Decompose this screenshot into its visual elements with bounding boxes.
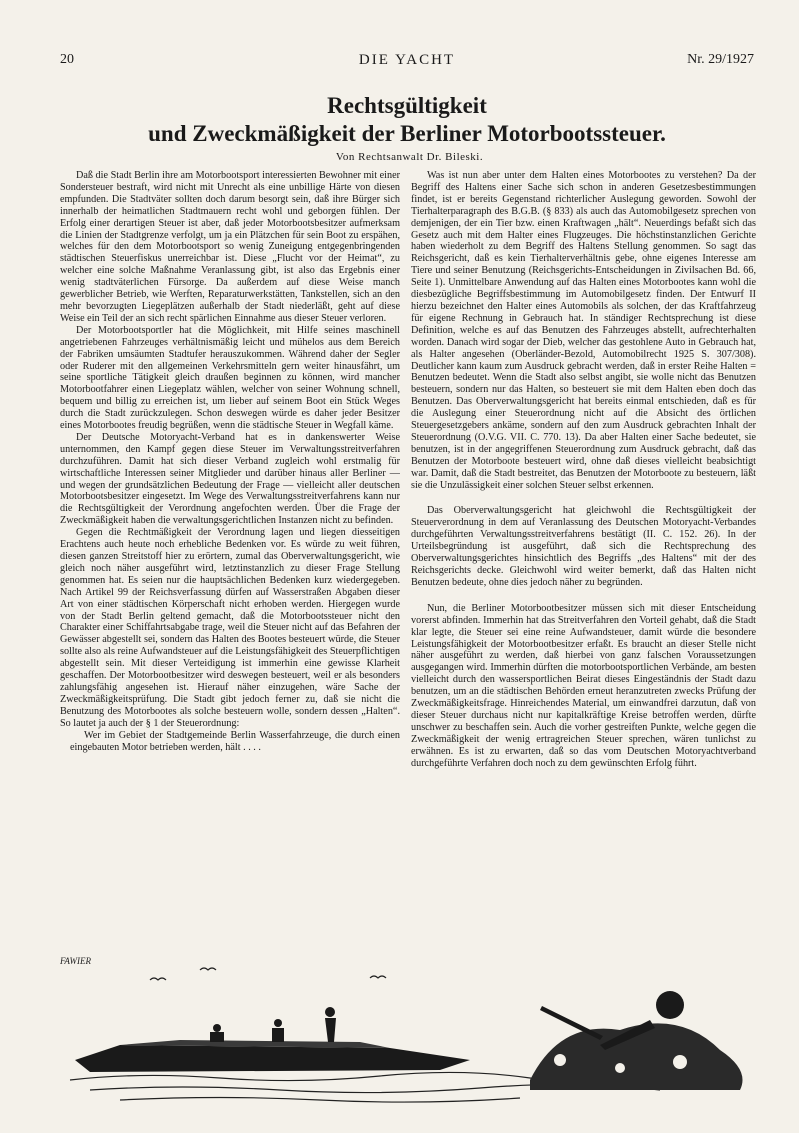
paragraph: Der Deutsche Motoryacht-Verband hat es in dankenswerter Weise unternommen, den Kampf gegen diese Steuer im Verwaltungsstreitverfahren durchzuführen. Damit hat sich dieser Verband zugleich wohl erstmalig für wirtschaftliche Interessen seiner Mitglieder und darüber hinaus aller Berliner — und wegen der grundsätzlichen Bedeutung der Frage — vielleicht aller deutschen Motorbootsbesitzer eingesetzt. Im Wege des Verwaltungsstreitverfahrens kann nur die Rechtsgültigkeit der Verordnung angefochten werden. Über die Frage der Zweckmäßigkeit haben die verwaltungsgerichtlichen Instanzen nicht zu befinden. [60,431,400,527]
paragraph: Der Motorbootsportler hat die Möglichkeit, mit Hilfe seines maschinell angetriebenen Fahrzeuges verhältnismäßig leicht und mühelos aus dem Bereich der Fabriken umsäumten Stadtufer herauszukommen. Während daher der Segler oder Ruderer mit den allgemeinen Verkehrsmitteln gern weiter hinausfährt, um seine sportliche Tätigkeit gleich draußen beginnen zu können, wird mancher Motorbootfahrer einen Liegeplatz wählen, welcher von seiner Wohnung schnell, bequem und billig zu erreichen ist, um lieber auf seinem Boot ein Stück Weges durch die Stadt zurückzulegen. Schon deswegen würde es daher jeder Besitzer eines Motorbootes freudig begrüßen, wenn die städtische Steuer in Wegfall käme. [60,324,400,432]
byline: Von Rechtsanwalt Dr. Bileski. [335,151,484,163]
paragraph: Was ist nun aber unter dem Halten eines Motorbootes zu verstehen? Da der Begriff des Haltens einer Sache sich schon in anderen Gesetzesbestimmungen findet, ist er bereits Gegenstand richterlicher Auslegung geworden. Sowohl der Tierhalterparagraph des B.G.B. (§ 833) als auch das Automobilgesetz sprechen von demjenigen, der ein Tier bzw. einen Kraftwagen „hält“. Neuerdings befaßt sich das Gesetz auch mit dem Halter eines Flugzeuges. Die höchstinstanzlichen Gerichte haben wiederholt zu dem Begriff des Haltens Stellung genommen. So sagt das Reichsgericht, daß es kein Tierhalterverhältnis gebe, ohne eigenes Interesse am Tiere und seiner Benutzung (Reichsgerichts-Entscheidungen in Zivilsachen Bd. 66, Seite 1). Unmittelbare Anwendung auf das Halten eines Motorbootes kann wohl die diesbezügliche Begriffsbestimmung im Automobilgesetz finden. Der Entwurf II hierzu bezeichnet den Halter eines Automobils als solchen, der das Kraftfahrzeug für eigene Rechnung in Gebrauch hat. In ständiger Rechtsprechung ist diese Definition, welche es auf das Benutzen des Fahrzeuges abstellt, aufrechterhalten worden. Danach wird sogar der Dieb, welcher das gestohlene Auto in Gebrauch hat, als Halter angesehen (Oberländer-Bezold, Automobilrecht 1925 S. 307/308). Deutlicher kann kaum zum Ausdruck gebracht werden, daß in erster Reihe Halten = Benutzen bedeutet. Wenn die Stadt also selbst angibt, sie wolle nicht das Benutzen besteuern, sondern nur das Halten, so besteuert sie mit dem Halten eben doch das Benutzen. Das Oberverwaltungsgericht hat bereits einmal entschieden, daß es für die Auslegung einer Steuerordnung nicht auf die Absicht des örtlichen Steuergesetzgebers ankäme, sondern auf den zum Ausdruck gebrachten Inhalt der Steuerordnung (O.V.G. VII. C. 770. 13). Da aber Halten einer Sache bedeutet, sie benutzen, ist in der angegriffenen Steuerordnung zum Ausdruck gebracht, daß das Benutzen der Motorboote besteuert wird, ohne daß dieses vielleicht beabsichtigt war. Damit, daß die Stadt bestreitet, das Benutzen der Motorboote zu besteuern, läßt sie die Unzulässigkeit einer solchen Steuer selbst erkennen. [411,170,756,491]
right-column [411,170,756,770]
issue-number: Nr. 29/1927 [687,52,754,67]
paragraph: Das Oberverwaltungsgericht hat gleichwohl die Rechtsgültigkeit der Steuerverordnung in dem auf Veranlassung des Deutschen Motoryacht-Verbandes durchgeführten Verwaltungsstreitverfahrens bestätigt (II. C. 152. 26). In der Urteilsbegründung ist ausgeführt, daß sich die Rechtsprechung des Oberverwaltungsgerichtes hinsichtlich des Begriffs „des Haltens“ mit der des Reichsgerichts decke. Gleichwohl wird weiter bemerkt, daß das Halten nicht Benutzen bedeute, ohne dies jedoch näher zu begründen. [411,505,756,588]
splash-figure [530,991,743,1090]
motorboat-illustration [60,950,760,1110]
motorboat [75,1007,470,1072]
illustration-signature: FAWIER [60,956,91,966]
title-line-1: Rechtsgültigkeit [327,93,487,118]
magazine-title: DIE YACHT [358,52,456,68]
paragraph: Nun, die Berliner Motorbootbesitzer müssen sich mit dieser Entscheidung vorerst abfinden. Immerhin hat das Streitverfahren den Vorteil gehabt, daß die Stadt klar legte, die Steuer sei eine reine Aufwandsteuer, damit würde die besondere Leistungsfähigkeit der Motorbootbesitzer erfaßt. Es braucht an dieser Stelle nicht näher ausgeführt zu werden, daß hierbei von ganz falschen Voraussetzungen ausgegangen wird. Immerhin dürften die motorbootsportlichen Verbände, am besten vielleicht durch den wassersportlichen Beirat dieses Eingeständnis der Stadt dazu benutzen, um an die städtischen Behörden erneut heranzutreten zwecks Prüfung der Zweckmäßigkeitsfrage. Hinreichendes Material, um einwandfrei darzutun, daß von dieser Steuer durchaus nicht nur kapitalkräftige Kreise betroffen werden, dürfte unschwer zu beschaffen sein. Auch die vorher gestreiften Punkte, welche gegen die Zweckmäßigkeit der wenig ertragreichen Steuer sprechen, wären tunlichst zu erwähnen. Es ist zu erwarten, daß so das vom Deutschen Motoryachtverband durchgeführte Verfahren doch noch zu dem gewünschten Erfolg führt. [411,602,756,769]
left-column [60,170,400,753]
paragraph: Gegen die Rechtmäßigkeit der Verordnung lagen und liegen diesseitigen Erachtens auch heute noch erhebliche Bedenken vor. Es würde zu weit führen, diesen ganzen Streitstoff hier zu erörtern, zumal das Oberverwaltungsgericht, wie gleich noch näher ausgeführt wird, letztinstanzlich zu dieser Frage Stellung genommen hat. Es seien nur die hauptsächlichen Bedenken kurz wiedergegeben. Nach Artikel 99 der Reichsverfassung dürfen auf Wasserstraßen Abgaben dieser Art von einer städtischen Körperschaft nicht erhoben werden. Hiergegen wurde von der Stadt Berlin geltend gemacht, daß die Motorbootssteuer nicht den Charakter einer Schiffahrtsabgabe trage, weil die Steuer nicht auf das Befahren der Gewässer abgestellt sei, sondern das Halten des Bootes besteuert würde, die Steuer sollte also als reine Aufwandsteuer auf die Leistungsfähigkeit des Steuerpflichtigen abgestellt sein. Mit dieser Verteidigung ist immerhin eine gewisse Klarheit geschaffen. Der Motorbootbesitzer wird deswegen besteuert, weil er als besonders zahlungsfähig angesehen ist. Hierauf näher einzugehen, wäre Sache der Zweckmäßigkeitsprüfung. Die Stadt gibt jedoch ferner zu, daß sie nicht die Benutzung des Motorbootes als solche besteuern wolle, sondern dessen „Halten“. So lautet ja auch der § 1 der Steuerordnung: [60,527,400,729]
paragraph: Daß die Stadt Berlin ihre am Motorbootsport interessierten Bewohner mit einer Sondersteuer bestraft, wird nicht mit Unrecht als eine unbillige Härte von diesen empfunden. Die Stadtväter sollten doch darum besorgt sein, daß ihre Bürger sich innerhalb der heimatlichen Stadtmauern recht wohl und geborgen fühlen. Der Erfolg einer derartigen Steuer ist aber, daß jeder Motorbootsbesitzer aufmerksam die Linien der Stadtgrenze verfolgt, um ja ein Plätzchen für sein Boot zu erspähen, welches für den dem Motorbootsport so wenig Zuneigung entgegenbringenden städtischen Steuerfiskus unerreichbar ist. Diese „Flucht vor der Heimat“, zu welcher eine solche Maßnahme Veranlassung gibt, ist also das Ergebnis einer wenig stadtväterlichen Fürsorge. Da außerdem auf diese Weise manch gewerblicher Betrieb, wie Werften, Reparaturwerkstätten, Tankstellen, sich an den mehr bevorzugten Liegeplätzen außerhalb der Stadt niederläßt, geht auf diese Weise ein Teil der an sich recht spärlichen Einnahme aus dieser Steuer verloren. [60,170,400,324]
title-line-2: und Zweckmäßigkeit der Berliner Motorbootssteuer. [148,121,666,146]
quote-paragraph: Wer im Gebiet der Stadtgemeinde Berlin Wasserfahrzeuge, die durch einen eingebauten Motor betrieben werden, hält . . . . [70,729,400,753]
birds [150,968,386,980]
page-header [60,52,754,72]
page-number: 20 [60,52,74,67]
article-title [60,92,754,148]
